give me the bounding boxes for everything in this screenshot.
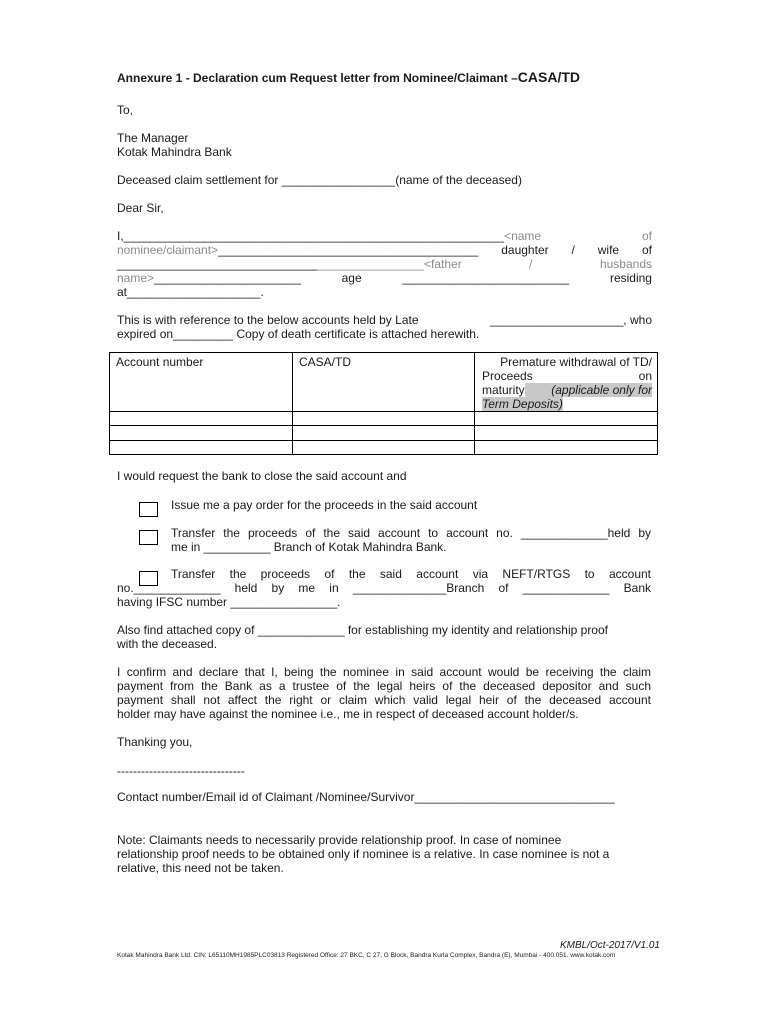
option-neft-line-2: no._____________ held by me in ______________Branch of _____________ Bank — [117, 581, 651, 595]
word-wife: wife — [597, 243, 620, 257]
confirm-line-2: payment from the Bank as a trustee of the legal heirs of the deceased depositor and such — [117, 679, 651, 693]
thanking-you: Thanking you, — [117, 735, 193, 749]
option-pay-order-label: Issue me a pay order for the proceeds in the said account — [171, 498, 478, 512]
declarant-line-3 — [117, 257, 652, 271]
option-pay-order-checkbox[interactable] — [139, 502, 158, 517]
request-intro: I would request the bank to close the said account and — [117, 469, 407, 483]
age-label: age — [341, 271, 362, 285]
confirm-line-4: holder may have against the nominee i.e., me in respect of deceased account holder/s. — [117, 707, 579, 721]
reference-blank: ____________________, who — [489, 313, 652, 327]
table-row-divider — [110, 425, 657, 426]
reference-line-2: expired on_________ Copy of death certificate is attached herewith. — [117, 327, 480, 341]
premature-line-2 — [482, 369, 652, 383]
reference-text: This is with reference to the below accounts held by Late — [117, 313, 419, 327]
table-col-divider — [474, 353, 475, 454]
document-version-code: KMBL/Oct-2017/V1.01 — [559, 940, 660, 951]
applicable-note: (applicable only for — [525, 383, 652, 397]
word-slash: / — [571, 243, 575, 257]
dear-sir: Dear Sir, — [117, 201, 164, 215]
option-neft-line-1: Transfer the proceeds of the said account via NEFT/RTGS to account — [171, 567, 651, 581]
premature-line-1: Premature withdrawal of TD/ — [500, 355, 652, 369]
heading-suffix: CASA/TD — [517, 69, 581, 85]
declarant-name-hint-of: of — [641, 229, 652, 243]
note-line-2: relationship proof needs to be obtained only if nominee is a relative. In case nominee is not a — [117, 847, 610, 861]
declarant-line-1 — [117, 229, 652, 243]
nominee-hint: nominee/claimant> — [117, 243, 219, 257]
residing-label: residing — [609, 271, 652, 285]
salutation-to: To, — [117, 103, 134, 117]
signature-line: -------------------------------- — [117, 764, 245, 778]
heading-main: Annexure 1 - Declaration cum Request letter from Nominee/Claimant – — [117, 71, 518, 85]
premature-line-4 — [482, 397, 652, 411]
relation-blank: _______________________________________ — [218, 243, 479, 257]
word-of: of — [641, 243, 652, 257]
attached-line-2: with the deceased. — [117, 637, 218, 651]
word-on: on — [638, 369, 652, 383]
husbands-hint: husbands — [599, 257, 652, 271]
table-header-casa-td: CASA/TD — [299, 355, 352, 369]
table-col-divider — [292, 353, 293, 454]
father-hint: ________________<father — [317, 257, 462, 271]
option-transfer-account-line-1: Transfer the proceeds of the said account to account no. _____________held by — [171, 526, 651, 540]
word-daughter: daughter — [501, 243, 549, 257]
company-footer: Kotak Mahindra Bank Ltd. CIN: L65110MH1985PLC03813 Registered Office: 27 BKC, C 27, G Block, Bandra Kurla Complex, Bandra (E), Mumbai - 400 051. www.kotak.com — [117, 952, 616, 959]
table-header-premature — [482, 355, 652, 411]
option-transfer-account-line-2: me in __________ Branch of Kotak Mahindra Bank. — [171, 540, 447, 554]
note-line-1: Note: Claimants needs to necessarily provide relationship proof. In case of nominee — [117, 833, 562, 847]
term-deposits-note: Term Deposits) — [482, 397, 563, 411]
declarant-line-2 — [117, 243, 652, 257]
note-line-3: relative, this need not be taken. — [117, 861, 284, 875]
age-blank: _________________________ — [402, 271, 570, 285]
attached-line-1: Also find attached copy of _____________ for establishing my identity and relationship proof — [117, 623, 608, 637]
word-proceeds: Proceeds — [482, 369, 533, 383]
confirm-line-3: payment shall not affect the right or claim which valid legal heir of the deceased account — [117, 693, 651, 707]
accounts-table — [109, 352, 658, 455]
addressee-title: The Manager — [117, 131, 189, 145]
contact-line: Contact number/Email id of Claimant /Nominee/Survivor______________________________ — [117, 790, 615, 804]
table-header-account-number: Account number — [116, 355, 204, 369]
addressee-bank: Kotak Mahindra Bank — [117, 145, 232, 159]
father-hint-slash: / — [529, 257, 533, 271]
name-blank: ______________________ — [154, 271, 301, 285]
reference-line-1 — [117, 313, 652, 327]
declarant-line-4 — [117, 271, 652, 285]
confirm-line-1: I confirm and declare that I, being the nominee in said account would be receiving the claim — [117, 665, 651, 679]
declarant-name-blank: I,_________________________________________________________ — [117, 229, 505, 243]
document-heading — [117, 69, 580, 85]
father-blank: ______________________________ — [117, 257, 318, 271]
declarant-line-5: at____________________. — [117, 285, 264, 299]
subject-line: Deceased claim settlement for _________________(name of the deceased) — [117, 173, 522, 187]
word-maturity: maturity — [482, 383, 525, 397]
option-neft-line-3: having IFSC number ________________. — [117, 595, 341, 609]
premature-line-3 — [482, 383, 652, 397]
table-row-divider — [110, 411, 657, 412]
name-hint: name> — [117, 271, 155, 285]
option-transfer-account-checkbox[interactable] — [139, 530, 158, 545]
declarant-name-hint: <name — [504, 229, 542, 243]
table-row-divider — [110, 440, 657, 441]
